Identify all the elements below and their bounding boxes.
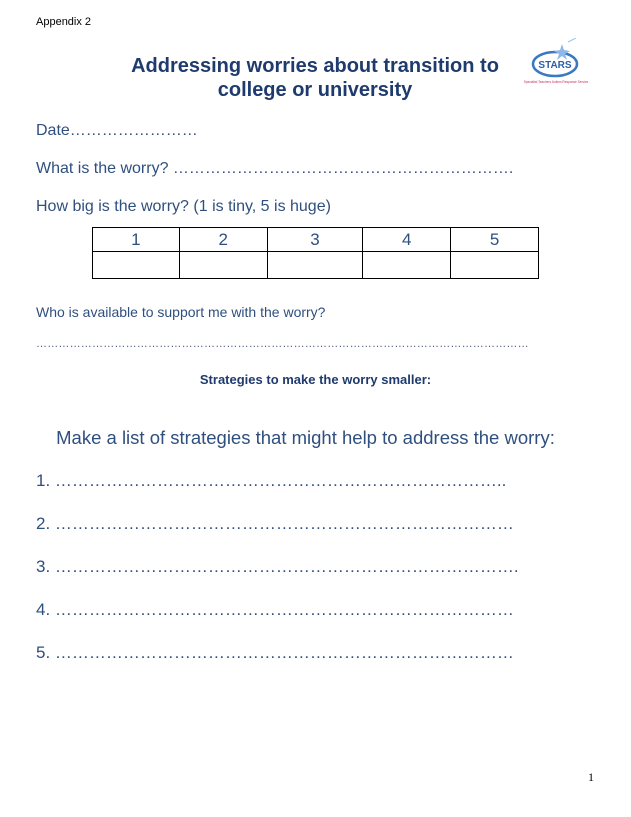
scale-label-2: 2 — [179, 228, 267, 252]
strategy-item-3[interactable]: 3. ………………………………………………………………………. — [36, 557, 519, 576]
scale-cell-1[interactable] — [93, 252, 180, 279]
scale-label-1: 1 — [93, 228, 180, 252]
scale-label-4: 4 — [363, 228, 451, 252]
page-number: 1 — [588, 770, 594, 784]
scale-header-row — [93, 228, 539, 252]
title-line-2: college or university — [217, 79, 413, 101]
scale-answer-row — [93, 252, 539, 279]
scale-cell-3[interactable] — [267, 252, 363, 279]
scale-cell-2[interactable] — [179, 252, 267, 279]
stars-logo-icon — [522, 38, 592, 88]
scale-label-3: 3 — [267, 228, 363, 252]
strategy-item-2[interactable]: 2. ……………………………………………………………………… — [36, 514, 514, 533]
title-line-1: Addressing worries about transition to — [131, 55, 499, 77]
worry-scale-table — [92, 227, 539, 279]
strategies-instruction: Make a list of strategies that might help to address the worry: — [56, 427, 555, 448]
scale-cell-5[interactable] — [451, 252, 539, 279]
appendix-label: Appendix 2 — [36, 16, 92, 28]
scale-cell-4[interactable] — [363, 252, 451, 279]
scale-label-5: 5 — [451, 228, 539, 252]
support-question: Who is available to support me with the worry? — [36, 304, 326, 320]
date-field[interactable]: Date…………………… — [36, 122, 198, 139]
worry-size-question: How big is the worry? (1 is tiny, 5 is huge) — [36, 198, 331, 215]
strategy-item-4[interactable]: 4. ……………………………………………………………………… — [36, 600, 514, 619]
support-answer-line[interactable]: …………………………………………………………………………………………………………………… — [36, 338, 529, 350]
page-title — [100, 54, 530, 102]
strategy-item-1[interactable]: 1. …………………………………………………………………….. — [36, 471, 507, 490]
worry-field[interactable]: What is the worry? ………………………………………………………. — [36, 160, 514, 177]
strategies-heading: Strategies to make the worry smaller: — [199, 372, 432, 387]
logo-tagline: Specialist Teachers Autism Response Service — [523, 80, 589, 84]
strategy-item-5[interactable]: 5. ……………………………………………………………………… — [36, 643, 514, 662]
logo-text: STARS — [538, 60, 572, 71]
